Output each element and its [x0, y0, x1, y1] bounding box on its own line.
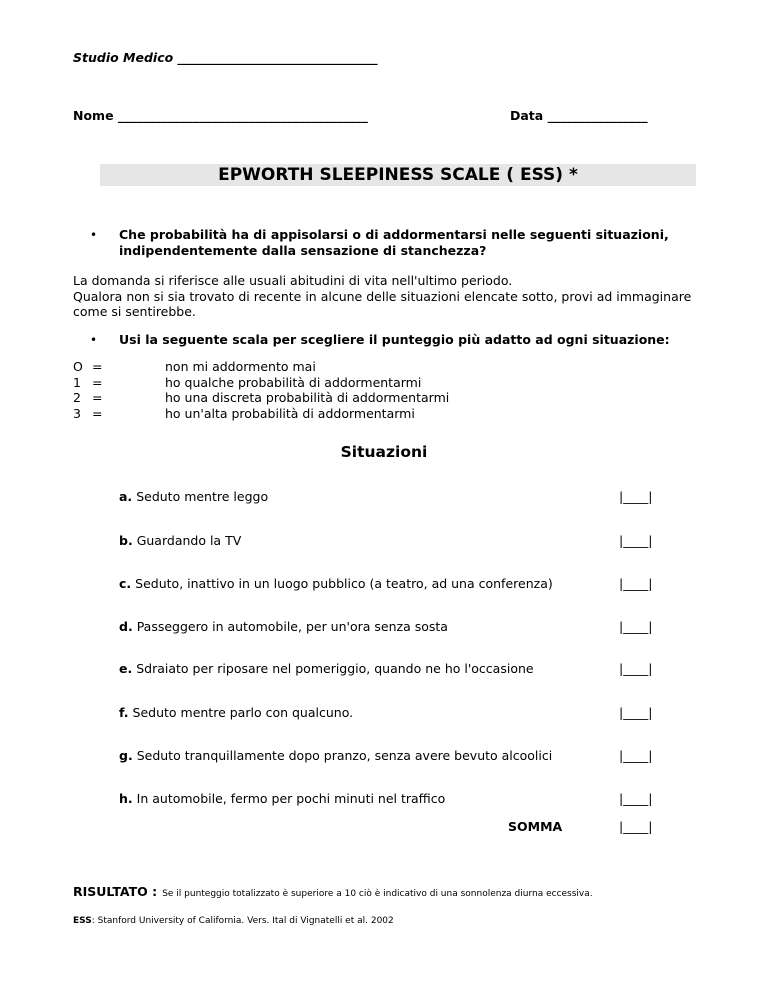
score-box[interactable]: |____|: [619, 705, 653, 720]
score-box[interactable]: |____|: [619, 489, 653, 504]
scale-row: [73, 375, 449, 391]
question-text: Che probabilità ha di appisolarsi o di addormentarsi nelle seguenti situazioni, indipendentemente dalla sensazione di stanchezza?: [119, 227, 669, 258]
item-letter: f.: [119, 705, 129, 720]
situation-item: [119, 748, 552, 763]
score-box[interactable]: |____|: [619, 748, 653, 763]
instruction-paragraph: [73, 273, 693, 320]
scale-key: 3: [73, 405, 81, 421]
scale-row: [73, 406, 449, 422]
item-letter: b.: [119, 533, 133, 548]
bullet-icon: •: [90, 333, 98, 347]
score-box[interactable]: |____|: [619, 576, 653, 591]
item-text: Sdraiato per riposare nel pomeriggio, quando ne ho l'occasione: [136, 661, 534, 676]
situation-item: [119, 533, 241, 548]
scale-legend: [73, 359, 449, 421]
item-letter: h.: [119, 791, 133, 806]
score-box[interactable]: |____|: [619, 661, 653, 676]
risultato-text: Se il punteggio totalizzato è superiore a 10 ciò è indicativo di una sonnolenza diurna eccessiva.: [162, 889, 593, 899]
item-text: Passeggero in automobile, per un'ora senza sosta: [136, 619, 448, 634]
somma-label: SOMMA: [508, 819, 563, 834]
item-text: Seduto tranquillamente dopo pranzo, senza avere bevuto alcoolici: [136, 748, 553, 763]
item-letter: a.: [119, 489, 133, 504]
score-box[interactable]: |____|: [619, 619, 653, 634]
situation-item: [119, 619, 448, 634]
scale-key: 1: [73, 374, 81, 390]
bullet-icon: •: [90, 228, 98, 242]
item-letter: g.: [119, 748, 133, 763]
scale-text: ho una discreta probabilità di addormentarmi: [165, 390, 450, 405]
footer-label: ESS: [73, 916, 92, 926]
studio-medico-field[interactable]: Studio Medico ________________________________: [73, 50, 378, 65]
situation-item: [119, 791, 445, 806]
situazioni-title: Situazioni: [340, 443, 428, 461]
scale-text: ho qualche probabilità di addormentarmi: [165, 374, 422, 390]
instruction-line-2: Qualora non si sia trovato di recente in alcune delle situazioni elencate sotto, provi ad immaginare come si sentirebbe.: [73, 288, 692, 319]
item-letter: c.: [119, 576, 132, 591]
score-box[interactable]: |____|: [619, 791, 653, 806]
item-letter: e.: [119, 661, 133, 676]
scale-text: non mi addormento mai: [165, 359, 316, 374]
situation-item: [119, 489, 268, 504]
situation-item: [119, 576, 553, 591]
scale-heading: Usi la seguente scala per scegliere il punteggio più adatto ad ogni situazione:: [119, 332, 670, 347]
situation-item: [119, 705, 353, 720]
item-text: Seduto, inattivo in un luogo pubblico (a teatro, ad una conferenza): [135, 576, 553, 591]
data-field[interactable]: Data ________________: [510, 108, 648, 123]
nome-field[interactable]: Nome ________________________________________: [73, 108, 368, 123]
scale-eq: =: [92, 374, 103, 390]
scale-row: [73, 390, 449, 406]
item-text: In automobile, fermo per pochi minuti nel traffico: [136, 791, 446, 806]
scale-row: [73, 359, 449, 375]
item-text: Seduto mentre parlo con qualcuno.: [132, 705, 354, 720]
item-letter: d.: [119, 619, 133, 634]
score-box[interactable]: |____|: [619, 533, 653, 548]
scale-eq: =: [92, 390, 103, 405]
footer-text: : Stanford University of California. Vers. Ital di Vignatelli et al. 2002: [91, 916, 394, 926]
somma-box[interactable]: |____|: [619, 819, 653, 834]
item-text: Guardando la TV: [136, 533, 242, 548]
footer-note: [73, 916, 394, 926]
scale-key: O: [73, 359, 83, 374]
instruction-line-1: La domanda si riferisce alle usuali abitudini di vita nell'ultimo periodo.: [73, 273, 513, 288]
scale-eq: =: [92, 359, 103, 374]
page-title: EPWORTH SLEEPINESS SCALE ( ESS) *: [218, 165, 578, 185]
scale-text: ho un'alta probabilità di addormentarmi: [165, 405, 415, 421]
risultato-line: [73, 881, 593, 900]
scale-eq: =: [92, 405, 103, 421]
situation-item: [119, 661, 534, 676]
item-text: Seduto mentre leggo: [136, 489, 269, 504]
risultato-label: RISULTATO :: [73, 884, 158, 899]
scale-key: 2: [73, 390, 81, 405]
